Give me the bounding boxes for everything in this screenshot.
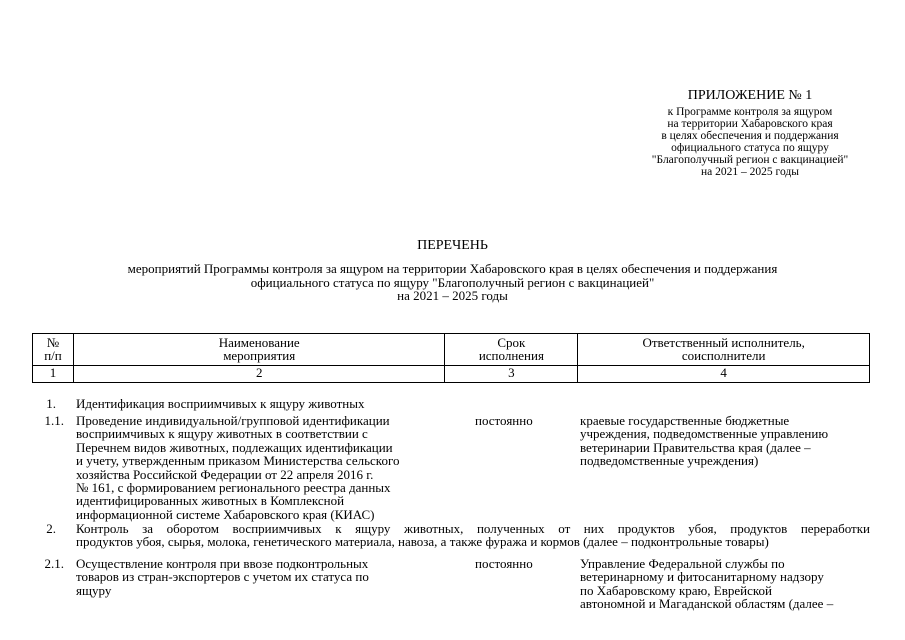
responsible-text <box>580 557 870 611</box>
appendix-line: официального статуса по ящуру <box>671 142 829 154</box>
text-line: хозяйства Российской Федерации от 22 апреля 2016 г. <box>76 466 374 482</box>
text-line: учреждения, подведомственные управлению <box>580 426 829 442</box>
row-number: 1.1. <box>44 413 64 428</box>
section-title: Идентификация восприимчивых к ящуру животных <box>76 396 365 411</box>
appendix-line: на территории Хабаровского края <box>667 118 833 130</box>
header-text: Наименование <box>218 335 300 350</box>
document-subtitle <box>40 262 865 303</box>
column-number: 4 <box>578 366 870 383</box>
appendix-block <box>600 88 900 178</box>
text-line: автономной и Магаданской областям (далее – <box>580 596 834 612</box>
subtitle-line: официального статуса по ящуру "Благополучный регион с вакцинацией" <box>250 274 655 290</box>
text-line: и учету, утвержденным приказом Министерства сельского <box>76 453 400 469</box>
text-line: Перечнем видов животных, подлежащих идентификации <box>76 439 393 455</box>
text-line: восприимчивых к ящуру животных в соответствии с <box>76 426 368 442</box>
row-number: 1. <box>46 396 56 411</box>
appendix-line: к Программе контроля за ящуром <box>667 106 833 118</box>
header-text: п/п <box>44 348 62 363</box>
column-number-row <box>33 366 870 383</box>
header-text: Ответственный исполнитель, <box>642 335 805 350</box>
text-line: ящуру <box>76 582 112 598</box>
text-line: Проведение индивидуальной/групповой идентификации <box>76 413 390 428</box>
appendix-line: "Благополучный регион с вакцинацией" <box>651 154 849 166</box>
column-number: 3 <box>445 366 578 383</box>
header-cell-name <box>73 334 444 366</box>
text-line: идентифицированных животных в Комплексной <box>76 493 345 509</box>
appendix-line: на 2021 – 2025 годы <box>701 166 799 178</box>
text-line: Контроль за оборотом восприимчивых к ящуру животных, полученных от них продуктов убоя, продуктов переработки <box>76 521 870 536</box>
text-line: № 161, с формированием регионального реестра данных <box>76 480 391 496</box>
header-cell-number <box>33 334 74 366</box>
text-line: по Хабаровскому краю, Еврейской <box>580 582 772 598</box>
header-cell-responsible <box>578 334 870 366</box>
table-header <box>32 333 870 383</box>
text-line: информационной системе Хабаровского края (КИАС) <box>76 506 375 522</box>
document-title: ПЕРЕЧЕНЬ <box>417 238 488 253</box>
header-text: соисполнители <box>681 348 766 363</box>
text-line: подведомственные учреждения) <box>580 453 759 469</box>
appendix-line: в целях обеспечения и поддержания <box>661 130 839 142</box>
header-text: мероприятия <box>223 348 296 363</box>
row-number: 2.1. <box>44 556 64 571</box>
text-line: продуктов убоя, сырья, молока, генетического материала, навоза, а также фуража и кормов (далее – подконтрольные товары) <box>76 534 769 550</box>
header-cell-term <box>445 334 578 366</box>
activity-text <box>76 557 448 597</box>
text-line: ветеринарии Правительства края (далее – <box>580 439 811 455</box>
text-line: Управление Федеральной службы по <box>580 556 785 571</box>
text-line: Осуществление контроля при ввозе подконтрольных <box>76 556 369 571</box>
header-row <box>33 334 870 366</box>
term-text: постоянно <box>475 556 533 571</box>
header-text: Срок <box>497 335 526 350</box>
activity-text <box>76 414 448 521</box>
section-title <box>76 522 870 549</box>
text-line: товаров из стран-экспортеров с учетом их статуса по <box>76 569 369 585</box>
subtitle-line: на 2021 – 2025 годы <box>397 288 508 303</box>
text-line: ветеринарному и фитосанитарному надзору <box>580 569 824 585</box>
responsible-text <box>580 414 870 468</box>
term-text: постоянно <box>475 413 533 428</box>
column-number: 1 <box>33 366 74 383</box>
text-line: краевые государственные бюджетные <box>580 413 790 428</box>
subtitle-line: мероприятий Программы контроля за ящуром на территории Хабаровского края в целях обеспечения и поддержания <box>127 261 778 276</box>
header-text: № <box>46 335 60 350</box>
row-number: 2. <box>46 521 56 536</box>
header-text: исполнения <box>478 348 544 363</box>
appendix-heading: ПРИЛОЖЕНИЕ № 1 <box>687 88 813 103</box>
column-number: 2 <box>73 366 444 383</box>
